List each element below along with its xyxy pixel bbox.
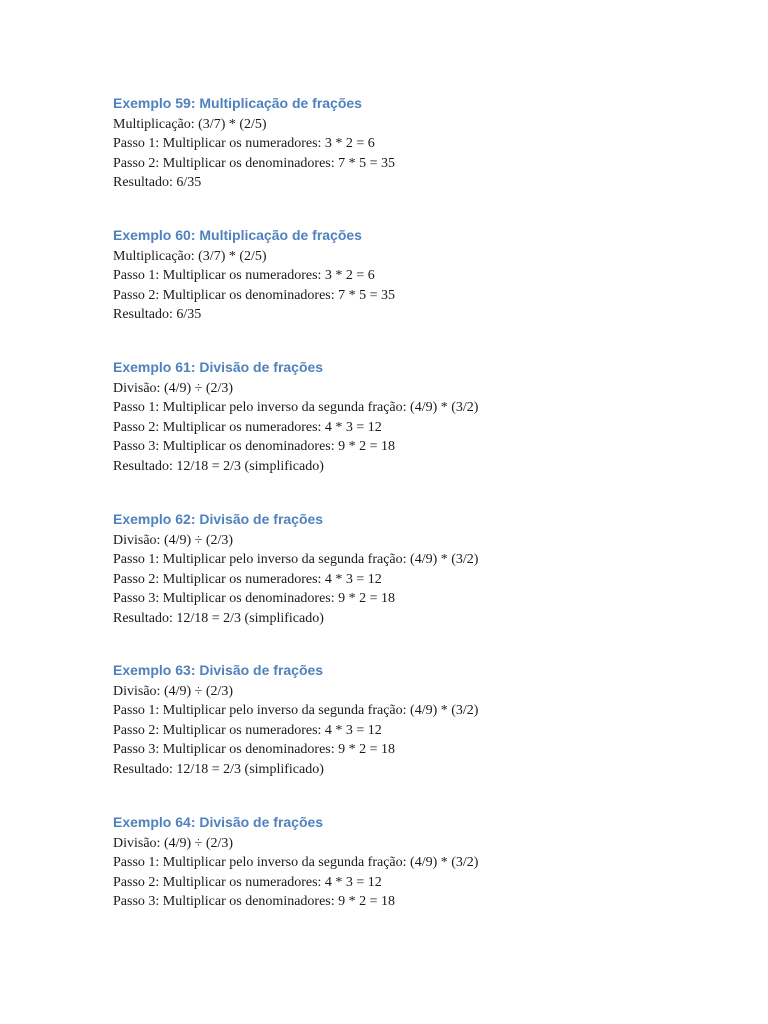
- body-line: Divisão: (4/9) ÷ (2/3): [113, 684, 234, 699]
- body-line: Passo 3: Multiplicar os denominadores: 9 * 2 = 18: [113, 742, 396, 758]
- example-60: [113, 225, 713, 325]
- body-line: Resultado: 6/35: [113, 175, 202, 191]
- body-line: Passo 1: Multiplicar pelo inverso da segunda fração: (4/9) * (3/2): [113, 400, 479, 416]
- body-line: Resultado: 12/18 = 2/3 (simplificado): [113, 610, 324, 626]
- body-line: Multiplicação: (3/7) * (2/5): [113, 117, 267, 132]
- section-heading: Exemplo 64: Divisão de frações: [113, 814, 324, 830]
- section-heading: Exemplo 61: Divisão de frações: [113, 359, 324, 375]
- body-line: Multiplicação: (3/7) * (2/5): [113, 249, 267, 264]
- body-line: Passo 2: Multiplicar os numeradores: 4 * 3 = 12: [113, 571, 382, 587]
- body-line: Passo 1: Multiplicar pelo inverso da segunda fração: (4/9) * (3/2): [113, 552, 479, 568]
- example-61: [113, 357, 713, 476]
- body-line: Passo 2: Multiplicar os numeradores: 4 * 3 = 12: [113, 874, 382, 890]
- example-64: [113, 812, 713, 912]
- body-line: Passo 1: Multiplicar pelo inverso da segunda fração: (4/9) * (3/2): [113, 703, 479, 719]
- body-line: Passo 3: Multiplicar os denominadores: 9 * 2 = 18: [113, 439, 396, 455]
- section-heading: Exemplo 60: Multiplicação de frações: [113, 227, 362, 243]
- example-59: [113, 93, 713, 193]
- body-line: Passo 3: Multiplicar os denominadores: 9 * 2 = 18: [113, 591, 396, 607]
- body-line: Divisão: (4/9) ÷ (2/3): [113, 836, 234, 851]
- body-line: Passo 3: Multiplicar os denominadores: 9 * 2 = 18: [113, 894, 396, 910]
- body-line: Passo 1: Multiplicar pelo inverso da segunda fração: (4/9) * (3/2): [113, 855, 479, 871]
- body-line: Passo 2: Multiplicar os numeradores: 4 * 3 = 12: [113, 419, 382, 435]
- body-line: Passo 1: Multiplicar os numeradores: 3 * 2 = 6: [113, 268, 375, 284]
- body-line: Resultado: 12/18 = 2/3 (simplificado): [113, 761, 324, 777]
- example-62: [113, 509, 713, 628]
- example-63: [113, 660, 713, 779]
- section-heading: Exemplo 59: Multiplicação de frações: [113, 95, 362, 111]
- body-line: Divisão: (4/9) ÷ (2/3): [113, 381, 234, 396]
- body-line: Passo 2: Multiplicar os numeradores: 4 * 3 = 12: [113, 722, 382, 738]
- section-heading: Exemplo 62: Divisão de frações: [113, 511, 324, 527]
- body-line: Passo 1: Multiplicar os numeradores: 3 * 2 = 6: [113, 136, 375, 152]
- body-line: Divisão: (4/9) ÷ (2/3): [113, 533, 234, 548]
- body-line: Resultado: 6/35: [113, 307, 202, 323]
- body-line: Passo 2: Multiplicar os denominadores: 7 * 5 = 35: [113, 155, 396, 171]
- body-line: Passo 2: Multiplicar os denominadores: 7 * 5 = 35: [113, 287, 396, 303]
- body-line: Resultado: 12/18 = 2/3 (simplificado): [113, 458, 324, 474]
- section-heading: Exemplo 63: Divisão de frações: [113, 662, 324, 678]
